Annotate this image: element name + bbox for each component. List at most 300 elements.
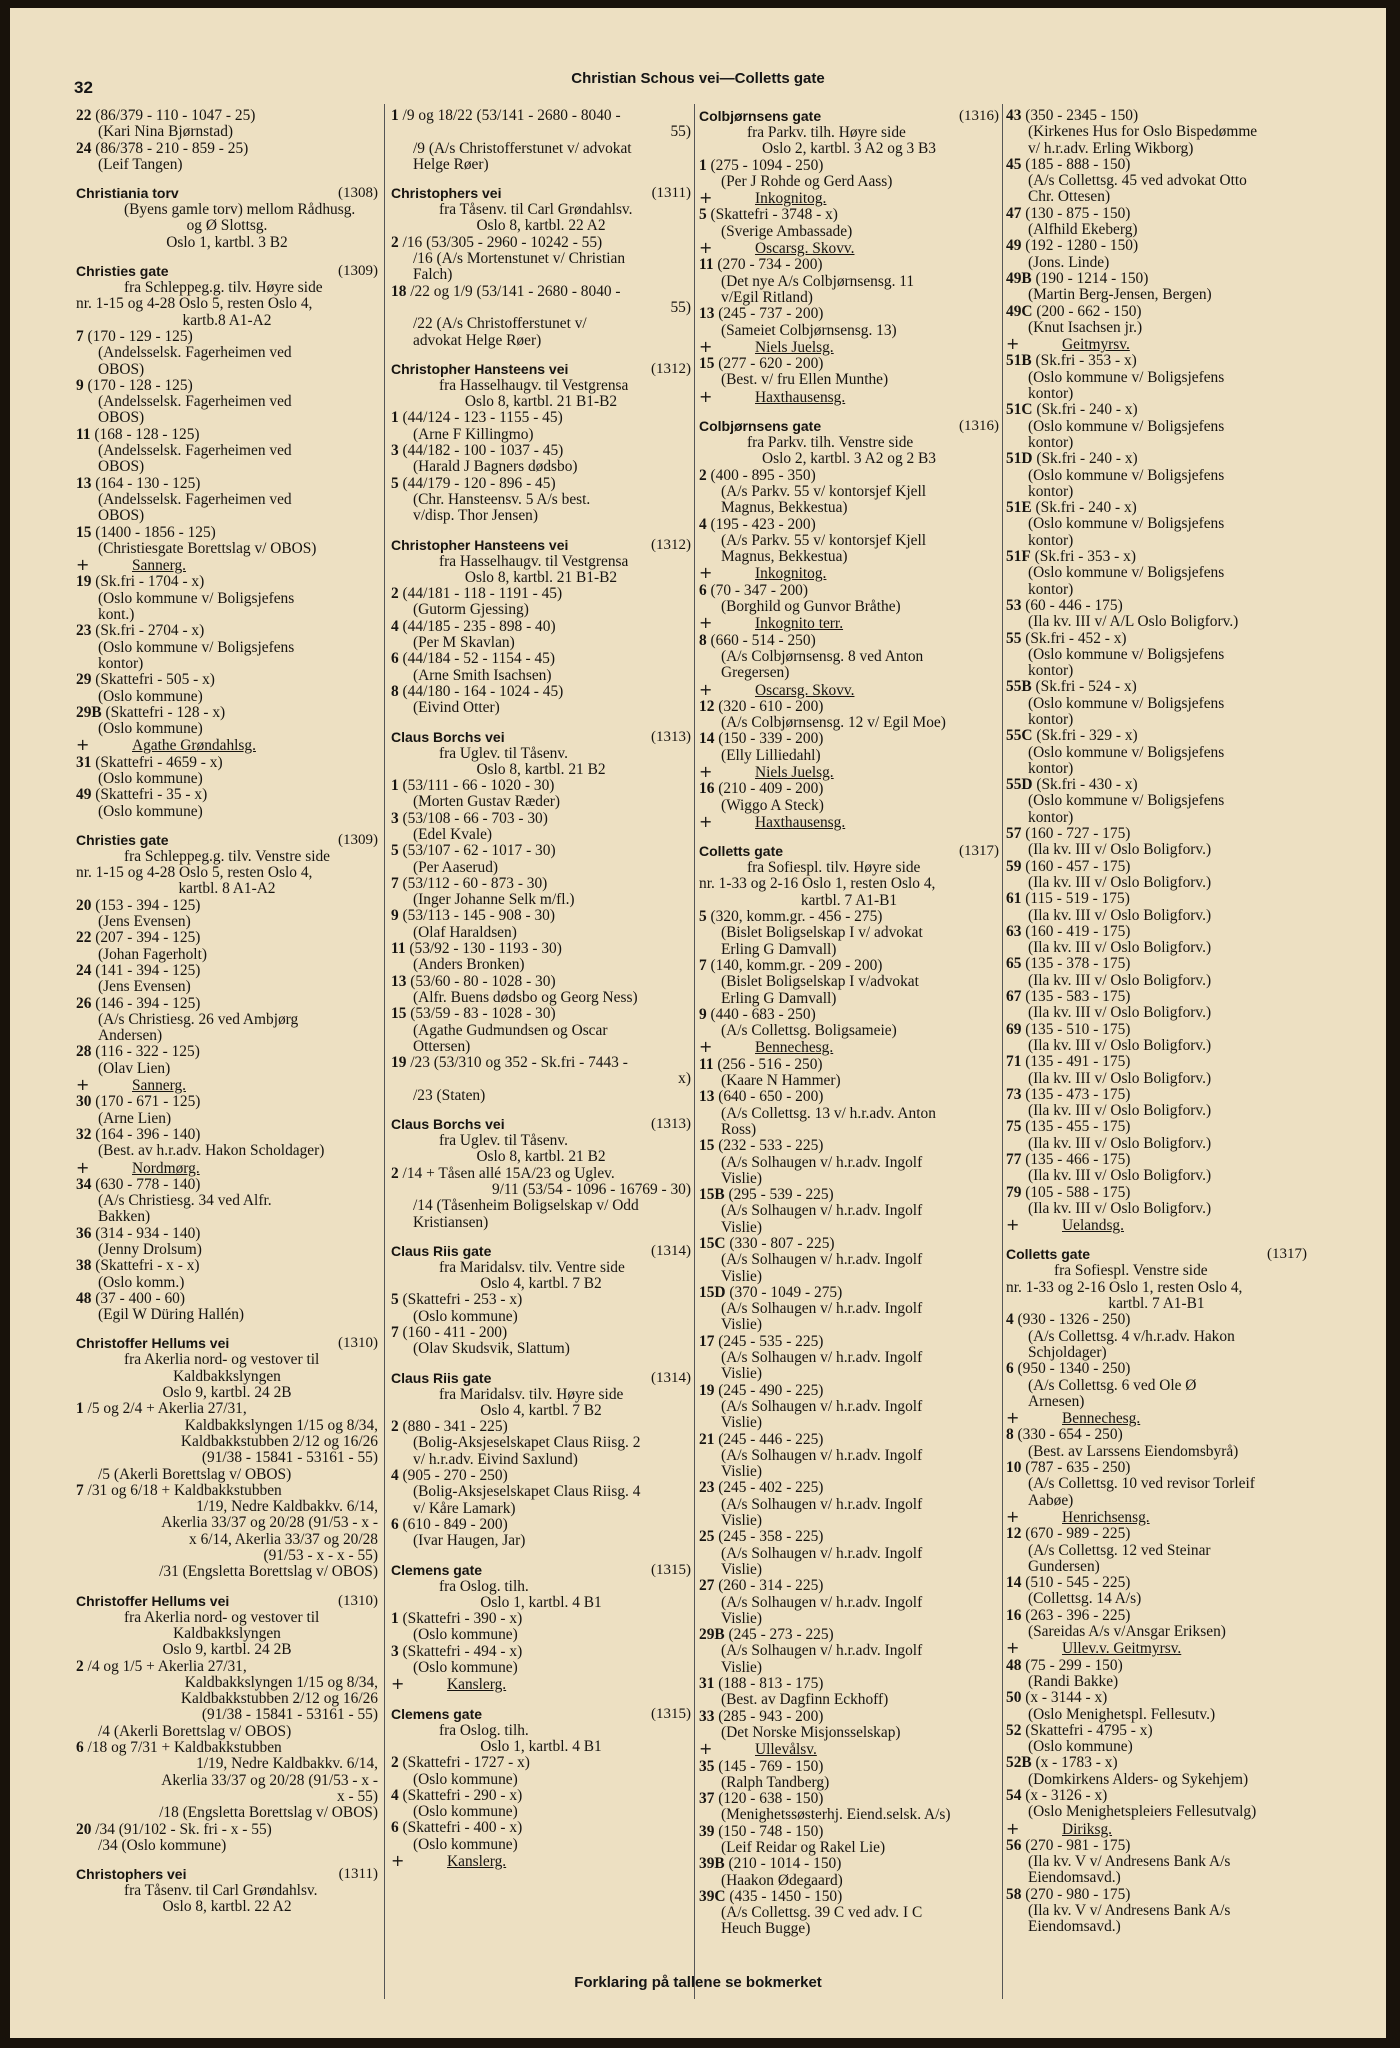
owner-line: (Olaf Haraldsen) xyxy=(413,923,517,941)
property-entry: 48 (75 - 299 - 150) xyxy=(1006,1656,1123,1674)
property-entry: 26 (146 - 394 - 125) xyxy=(76,994,201,1012)
property-entry: 5 (53/107 - 62 - 1017 - 30) xyxy=(391,842,556,860)
owner-line: (Kirkenes Hus for Oslo Bispedømme xyxy=(1028,123,1258,141)
property-entry: 21 (245 - 446 - 225) xyxy=(699,1430,824,1448)
owner-line: Eiendomsavd.) xyxy=(1028,1869,1121,1887)
street-number: (1315) xyxy=(651,1561,691,1578)
owner-line: Vislie) xyxy=(721,1316,762,1334)
house-number: 23 xyxy=(76,622,92,640)
owner-line: Vislie) xyxy=(721,1560,762,1578)
section-gap xyxy=(391,525,691,537)
owner-line: (Ila kv. III v/ Oslo Boligforv.) xyxy=(1028,841,1212,859)
house-number: 8 xyxy=(1006,1426,1014,1444)
property-entry: 12 (670 - 989 - 225) xyxy=(1006,1525,1131,1543)
street-name: Christies gate xyxy=(76,831,169,848)
house-number: 7 xyxy=(76,1481,84,1499)
owner-line: /4 (Akerli Borettslag v/ OBOS) xyxy=(98,1722,292,1740)
street-name: Claus Borchs vei xyxy=(391,728,505,745)
crossing-street: Haxthausensg. xyxy=(755,813,846,831)
property-entry: 29B (Skattefri - 128 - x) xyxy=(76,703,226,721)
property-entry: 11 (270 - 734 - 200) xyxy=(699,256,823,274)
street-info xyxy=(1006,1640,1307,1657)
crossing-street: Inkognito terr. xyxy=(755,615,844,633)
house-number: 4 xyxy=(1006,1311,1014,1329)
crossing-street: Ullev.v. Geitmyrsv. xyxy=(1062,1640,1182,1658)
crossing-street: Inkognitog. xyxy=(755,565,827,583)
owner-line: (Gutorm Gjessing) xyxy=(413,601,529,619)
house-number: 52 xyxy=(1006,1721,1022,1739)
street-info: fra Schleppeg.g. tilv. Venstre side xyxy=(124,847,331,865)
property-entry: 1 (275 - 1094 - 250) xyxy=(699,156,824,174)
section-gap xyxy=(76,1581,378,1593)
street-info: kartbl. 7 A1-B1 xyxy=(1108,1295,1205,1313)
street-info: Oslo 9, kartbl. 24 2B xyxy=(162,1384,292,1402)
owner-line: (Oslo kommune) xyxy=(98,802,203,820)
property-entry: 9 (440 - 683 - 250) xyxy=(699,1005,816,1023)
owner-line: (Jens Evensen) xyxy=(98,978,191,996)
house-number: 2 xyxy=(391,1164,399,1182)
house-number: 3 xyxy=(391,809,399,827)
crossing-street: Oscarsg. Skovv. xyxy=(755,681,855,699)
house-number: 49 xyxy=(76,786,92,804)
street-info: Oslo 2, kartbl. 3 A2 og 2 B3 xyxy=(761,450,936,468)
owner-line: (A/s Solhaugen v/ h.r.adv. Ingolf xyxy=(721,1642,923,1660)
house-number: 19 xyxy=(391,1054,407,1072)
street-info: fra Maridalsv. tilv. Høyre side xyxy=(439,1385,624,1403)
house-number: 1 xyxy=(699,156,707,174)
street-info xyxy=(699,565,999,582)
street-name: Claus Riis gate xyxy=(391,1369,492,1386)
street-info: Oslo 1, kartbl. 3 B2 xyxy=(166,233,288,251)
crossing-marker: + xyxy=(699,563,713,583)
owner-line: (Best. av Dagfinn Eckhoff) xyxy=(721,1691,889,1709)
crossing-street: Sannerg. xyxy=(132,1077,187,1095)
property-entry: 31 (188 - 813 - 175) xyxy=(699,1675,824,1693)
owner-line: (A/s Parkv. 55 v/ kontorsjef Kjell xyxy=(721,531,927,549)
house-number: 1 xyxy=(391,1610,399,1628)
street-heading xyxy=(76,832,378,849)
entry-continuation: /18 (Engsletta Borettslag v/ OBOS) xyxy=(159,1804,378,1822)
property-entry: 2 /16 (53/305 - 2960 - 10242 - 55) xyxy=(391,233,603,251)
property-entry: 2 /14 + Tåsen allé 15A/23 og Uglev. xyxy=(391,1164,615,1182)
property-entry: 13 (53/60 - 80 - 1028 - 30) xyxy=(391,972,556,990)
crossing-marker: + xyxy=(76,1075,90,1095)
property-entry: 52 (Skattefri - 4795 - x) xyxy=(1006,1721,1153,1739)
property-entry: 6 (950 - 1340 - 250) xyxy=(1006,1360,1131,1378)
section-gap xyxy=(391,173,691,185)
property-entry: 2 (880 - 341 - 225) xyxy=(391,1418,508,1436)
street-info: Oslo 8, kartbl. 21 B1-B2 xyxy=(464,568,618,586)
owner-line: (Oslo kommune v/ Boligsjefens xyxy=(1028,792,1225,810)
owner-line: (Collettsg. 14 A/s) xyxy=(1028,1590,1142,1608)
owner-line: (Kaare N Hammer) xyxy=(721,1072,841,1090)
street-info xyxy=(699,336,999,356)
house-number: 24 xyxy=(76,139,92,157)
property-entry: 15B (295 - 539 - 225) xyxy=(699,1186,834,1204)
running-head: Christian Schous vei—Colletts gate xyxy=(571,70,825,87)
house-number: 47 xyxy=(1006,204,1022,222)
owner-line: (Arne Lien) xyxy=(98,1109,172,1127)
street-number: (1312) xyxy=(651,360,691,377)
property-entry: 55B (Sk.fri - 524 - x) xyxy=(1006,678,1137,696)
street-info: fra Tåsenv. til Carl Grøndahlsv. xyxy=(439,201,633,219)
column-divider xyxy=(694,104,695,1999)
house-number: 9 xyxy=(391,907,399,925)
property-entry: 11 (53/92 - 130 - 1193 - 30) xyxy=(391,940,562,958)
property-entry: 34 (630 - 778 - 140) xyxy=(76,1175,201,1193)
property-entry: 7 (140, komm.gr. - 209 - 200) xyxy=(699,956,883,974)
street-heading xyxy=(391,1706,691,1723)
property-entry: 5 (320, komm.gr. - 456 - 275) xyxy=(699,908,883,926)
entry-continuation: Kaldbakkslyngen 1/15 og 8/34, xyxy=(184,1673,378,1691)
owner-line: (Oslo kommune v/ Boligsjefens xyxy=(1028,694,1225,712)
street-info xyxy=(699,615,999,632)
column-3 xyxy=(699,108,999,1938)
property-entry: 22 (86/379 - 110 - 1047 - 25) xyxy=(76,107,256,124)
street-info: fra Sofiespl. Venstre side xyxy=(1054,1262,1208,1280)
crossing-marker: + xyxy=(1006,1818,1020,1838)
property-entry: nr. 1-15 og 4-28 Oslo 5, resten Oslo 4, xyxy=(76,295,313,313)
property-entry: 22 (207 - 394 - 125) xyxy=(76,929,201,947)
house-number: 4 xyxy=(699,515,707,533)
house-number: 5 xyxy=(699,908,707,926)
street-info: fra Akerlia nord- og vestover til xyxy=(124,1351,320,1369)
owner-line: (Edel Kvale) xyxy=(413,825,493,843)
street-info xyxy=(699,811,999,831)
street-info: fra Akerlia nord- og vestover til xyxy=(124,1608,320,1626)
crossing-marker: + xyxy=(699,613,713,633)
property-entry: 19 /23 (53/310 og 352 - Sk.fri - 7443 - xyxy=(391,1054,628,1072)
house-number: 55C xyxy=(1006,727,1033,745)
owner-line: (Martin Berg-Jensen, Bergen) xyxy=(1028,286,1212,304)
owner-line: (Andelsselsk. Fagerheimen ved xyxy=(98,344,292,362)
house-number: 11 xyxy=(699,1055,714,1073)
street-info: fra Schleppeg.g. tilv. Høyre side xyxy=(124,279,323,297)
street-number: (1314) xyxy=(651,1242,691,1259)
owner-line: (Ila kv. III v/ Oslo Boligforv.) xyxy=(1028,1102,1212,1120)
property-entry: 43 (350 - 2345 - 150) xyxy=(1006,107,1139,124)
street-heading xyxy=(391,729,691,746)
house-number: 75 xyxy=(1006,1118,1022,1136)
owner-line: (Oslo kommune) xyxy=(413,1626,518,1644)
house-number: 19 xyxy=(699,1381,715,1399)
house-number: 34 xyxy=(76,1175,92,1193)
property-entry: nr. 1-33 og 2-16 Oslo 1, resten Oslo 4, xyxy=(699,875,936,893)
owner-line: (Andelsselsk. Fagerheimen ved xyxy=(98,490,292,508)
owner-line: /9 (A/s Christofferstunet v/ advokat xyxy=(413,139,632,157)
property-entry: 15 (232 - 533 - 225) xyxy=(699,1137,824,1155)
street-heading xyxy=(76,1335,378,1352)
property-entry: 50 (x - 3144 - x) xyxy=(1006,1689,1108,1707)
owner-line: (A/s Collettsg. Boligsameie) xyxy=(721,1022,897,1040)
owner-line: kont.) xyxy=(98,606,135,624)
house-number: 2 xyxy=(76,1657,84,1675)
owner-line: (Det Norske Misjonsselskap) xyxy=(721,1723,901,1741)
house-number: 65 xyxy=(1006,955,1022,973)
owner-line: (A/s Collettsg. 12 ved Steinar xyxy=(1028,1541,1211,1559)
property-entry: 3 (Skattefri - 494 - x) xyxy=(391,1642,523,1660)
owner-line: Vislie) xyxy=(721,1463,762,1481)
section-gap xyxy=(391,1231,691,1243)
owner-line: (Oslo kommune v/ Boligsjefens xyxy=(1028,564,1225,582)
owner-line: (Sverige Ambassade) xyxy=(721,222,853,240)
house-number: 51F xyxy=(1006,548,1031,566)
house-number: 2 xyxy=(391,1418,399,1436)
property-entry: 19 (Sk.fri - 1704 - x) xyxy=(76,573,205,591)
property-entry: 63 (160 - 419 - 175) xyxy=(1006,922,1131,940)
owner-line: v/ Kåre Lamark) xyxy=(413,1499,516,1517)
street-info: (Byens gamle torv) mellom Rådhusg. xyxy=(124,201,356,219)
property-entry: 1 (53/111 - 66 - 1020 - 30) xyxy=(391,777,555,795)
property-entry: 37 (120 - 638 - 150) xyxy=(699,1790,824,1808)
owner-line: (Ila kv. III v/ Oslo Boligforv.) xyxy=(1028,1134,1212,1152)
property-entry: 71 (135 - 491 - 175) xyxy=(1006,1053,1131,1071)
owner-line: (Christiesgate Borettslag v/ OBOS) xyxy=(98,539,317,557)
property-entry: 8 (44/180 - 164 - 1024 - 45) xyxy=(391,682,564,700)
house-number: 71 xyxy=(1006,1053,1022,1071)
owner-line: (Oslo kommune v/ Boligsjefens xyxy=(98,638,295,656)
house-number: 39B xyxy=(699,1855,725,1873)
property-entry: 2 (44/181 - 118 - 1191 - 45) xyxy=(391,585,563,603)
crossing-marker: + xyxy=(699,386,713,406)
house-number: 48 xyxy=(76,1289,92,1307)
section-gap xyxy=(76,251,378,263)
street-name: Christopher Hansteens vei xyxy=(391,360,569,377)
property-entry: 7 (170 - 129 - 125) xyxy=(76,327,193,345)
owner-line: (Elly Lilliedahl) xyxy=(721,746,821,764)
owner-line: (Oslo Menighetspl. Fellesutv.) xyxy=(1028,1705,1216,1723)
property-entry: 67 (135 - 583 - 175) xyxy=(1006,988,1131,1006)
house-number: 2 xyxy=(391,585,399,603)
owner-line: Vislie) xyxy=(721,1609,762,1627)
owner-line: (Olav Lien) xyxy=(98,1059,171,1077)
house-number: 79 xyxy=(1006,1183,1022,1201)
property-entry: 36 (314 - 934 - 140) xyxy=(76,1224,201,1242)
house-number: 13 xyxy=(699,305,715,323)
property-entry: 3 (53/108 - 66 - 703 - 30) xyxy=(391,809,548,827)
section-gap xyxy=(76,1854,378,1866)
crossing-marker: + xyxy=(1006,1215,1020,1235)
owner-line: (Olav Skudsvik, Slattum) xyxy=(413,1340,570,1358)
section-gap xyxy=(391,717,691,729)
house-number: 5 xyxy=(391,842,399,860)
house-number: 11 xyxy=(76,425,91,443)
house-number: 7 xyxy=(76,327,84,345)
house-number: 51B xyxy=(1006,352,1032,370)
property-entry: 7 (53/112 - 60 - 873 - 30) xyxy=(391,874,548,892)
street-info xyxy=(699,1741,999,1758)
street-name: Claus Borchs vei xyxy=(391,1116,505,1133)
property-entry: 51F (Sk.fri - 353 - x) xyxy=(1006,548,1136,566)
owner-line: (Oslo kommune v/ Boligsjefens xyxy=(1028,645,1225,663)
owner-line: (Oslo kommune) xyxy=(413,1835,518,1853)
house-number: 69 xyxy=(1006,1020,1022,1038)
owner-line: (Best. v/ fru Ellen Munthe) xyxy=(721,371,889,389)
house-number: 4 xyxy=(391,1467,399,1485)
owner-line: (Ila kv. III v/ A/L Oslo Boligforv.) xyxy=(1028,613,1239,631)
house-number: 5 xyxy=(391,1291,399,1309)
house-number: 15 xyxy=(699,1137,715,1155)
owner-line: (Ila kv. III v/ Oslo Boligforv.) xyxy=(1028,971,1212,989)
owner-line: (Bislet Boligselskap I v/advokat xyxy=(721,973,919,991)
property-entry: 13 (640 - 650 - 200) xyxy=(699,1088,824,1106)
house-number: 26 xyxy=(76,994,92,1012)
owner-line: Eiendomsavd.) xyxy=(1028,1918,1121,1936)
entry-continuation: 1/19, Nedre Kaldbakkv. 6/14, xyxy=(196,1755,378,1773)
street-info: fra Uglev. til Tåsenv. xyxy=(439,744,568,762)
street-info xyxy=(1006,1410,1307,1427)
crossing-street: Nordmørg. xyxy=(132,1159,200,1177)
street-name: Christoffer Hellums vei xyxy=(76,1592,230,1609)
house-number: 2 xyxy=(699,466,707,484)
owner-line: (A/s Solhaugen v/ h.r.adv. Ingolf xyxy=(721,1251,923,1269)
crossing-marker: + xyxy=(1006,1408,1020,1428)
street-number: (1311) xyxy=(338,1866,378,1883)
entry-continuation: 9/11 (53/54 - 1096 - 16769 - 30) xyxy=(491,1180,691,1198)
entry-continuation: /31 (Engsletta Borettslag v/ OBOS) xyxy=(159,1563,378,1581)
owner-line: OBOS) xyxy=(98,360,145,378)
owner-line: (Ila kv. III v/ Oslo Boligforv.) xyxy=(1028,1167,1212,1185)
property-entry: 48 (37 - 400 - 60) xyxy=(76,1289,185,1307)
property-entry: 15 (277 - 620 - 200) xyxy=(699,355,824,373)
house-number: 27 xyxy=(699,1577,715,1595)
crossing-street: Sannerg. xyxy=(132,557,187,575)
owner-line: Vislie) xyxy=(721,1365,762,1383)
property-entry: 15C (330 - 807 - 225) xyxy=(699,1235,835,1252)
street-info xyxy=(76,557,378,574)
house-number: 6 xyxy=(391,1515,399,1533)
owner-line: (Oslo kommune) xyxy=(413,1307,518,1325)
street-info: fra Hasselhaugv. til Vestgrensa xyxy=(439,376,629,394)
property-entry: 15D (370 - 1049 - 275) xyxy=(699,1283,843,1301)
property-entry: 4 (930 - 1326 - 250) xyxy=(1006,1311,1131,1329)
street-number: (1316) xyxy=(959,108,999,124)
street-info xyxy=(391,1853,691,1870)
owner-line: (Per M Skavlan) xyxy=(413,634,515,652)
house-number: 77 xyxy=(1006,1151,1022,1168)
street-number: (1316) xyxy=(959,418,999,435)
house-number: 1 xyxy=(76,1400,84,1418)
owner-line: (Oslo kommune) xyxy=(1028,1738,1133,1756)
owner-line: (Ila kv. III v/ Oslo Boligforv.) xyxy=(1028,1004,1212,1022)
street-info xyxy=(1006,1217,1307,1234)
house-number: 9 xyxy=(76,376,84,394)
owner-line: (Ila kv. III v/ Oslo Boligforv.) xyxy=(1028,873,1212,891)
owner-line: (Arne F Killingmo) xyxy=(413,425,534,443)
owner-line: (Oslo kommune v/ Boligsjefens xyxy=(1028,417,1225,435)
property-entry: 57 (160 - 727 - 175) xyxy=(1006,825,1131,843)
street-heading xyxy=(699,843,999,860)
footer-note: Forklaring på tallene se bokmerket xyxy=(574,1974,822,1991)
entry-continuation: Akerlia 33/37 og 20/28 (91/53 - x - xyxy=(161,1514,378,1532)
street-info: Kaldbakkslyngen xyxy=(173,1624,281,1642)
house-number: 49C xyxy=(1006,302,1033,320)
property-entry: 17 (245 - 535 - 225) xyxy=(699,1332,824,1350)
house-number: 6 xyxy=(391,650,399,668)
section-gap xyxy=(699,831,999,843)
owner-line: (A/s Solhaugen v/ h.r.adv. Ingolf xyxy=(721,1202,923,1220)
owner-line: kontor) xyxy=(1028,710,1074,728)
page-number: 32 xyxy=(74,78,93,97)
owner-line: (Bislet Boligselskap I v/ advokat xyxy=(721,924,923,942)
house-number: 7 xyxy=(699,956,707,974)
property-entry: 49 (192 - 1280 - 150) xyxy=(1006,237,1139,255)
owner-line: Schjoldager) xyxy=(1028,1343,1107,1361)
house-number: 59 xyxy=(1006,857,1022,875)
house-number: 54 xyxy=(1006,1786,1022,1804)
owner-line: (Det nye A/s Colbjørnsensg. 11 xyxy=(721,272,915,290)
street-number: (1308) xyxy=(338,185,378,202)
property-entry: 49B (190 - 1214 - 150) xyxy=(1006,269,1149,287)
crossing-marker: + xyxy=(699,1037,713,1057)
property-entry: 79 (105 - 588 - 175) xyxy=(1006,1183,1131,1201)
owner-line: Vislie) xyxy=(721,1512,762,1530)
house-number: 13 xyxy=(699,1088,715,1106)
property-entry: 77 (135 - 466 - 175) xyxy=(1006,1151,1131,1168)
street-heading xyxy=(391,185,691,202)
street-number: (1311) xyxy=(651,185,691,202)
owner-line: (Oslo kommune v/ Boligsjefens xyxy=(1028,743,1225,761)
owner-line: (A/s Collettsg. 39 C ved adv. I C xyxy=(721,1904,923,1922)
owner-line: kontor) xyxy=(1028,759,1074,777)
house-number: 8 xyxy=(391,682,399,700)
street-name: Clemens gate xyxy=(391,1705,483,1722)
crossing-street: Bennechesg. xyxy=(755,1039,834,1057)
property-entry: 7 /31 og 6/18 + Kaldbakkstubben xyxy=(76,1481,282,1499)
house-number: 7 xyxy=(391,874,399,892)
crossing-marker: + xyxy=(1006,1638,1020,1658)
entry-continuation: (91/38 - 15841 - 53161 - 55) xyxy=(201,1706,378,1724)
property-entry: 11 (168 - 128 - 125) xyxy=(76,425,200,443)
owner-line: Andersen) xyxy=(98,1027,163,1045)
owner-line: advokat Helge Røer) xyxy=(413,331,542,349)
property-entry: 14 (510 - 545 - 225) xyxy=(1006,1574,1131,1592)
owner-line: kontor) xyxy=(1028,808,1074,826)
owner-line: (Bolig-Aksjeselskapet Claus Riisg. 4 xyxy=(413,1483,641,1501)
crossing-street: Uelandsg. xyxy=(1062,1217,1124,1235)
owner-line: Falch) xyxy=(413,266,453,284)
owner-line: (A/s Collettsg. 45 ved advokat Otto xyxy=(1028,172,1247,190)
owner-line: (Per J Rohde og Gerd Aass) xyxy=(721,172,893,190)
owner-line: /22 (A/s Christofferstunet v/ xyxy=(413,315,587,333)
owner-line: (A/s Solhaugen v/ h.r.adv. Ingolf xyxy=(721,1349,923,1367)
house-number: 14 xyxy=(1006,1574,1022,1592)
property-entry: 7 (160 - 411 - 200) xyxy=(391,1324,508,1341)
crossing-street: Niels Juelsg. xyxy=(755,763,834,781)
street-info: Oslo 4, kartbl. 7 B2 xyxy=(480,1275,602,1293)
owner-line: (Oslo kommune v/ Boligsjefens xyxy=(98,589,295,607)
entry-continuation: x) xyxy=(678,1070,691,1088)
house-number: 32 xyxy=(76,1125,92,1143)
property-entry: 6 (Skattefri - 400 - x) xyxy=(391,1819,523,1837)
house-number: 73 xyxy=(1006,1085,1022,1103)
owner-line: Aabøe) xyxy=(1028,1491,1074,1509)
entry-continuation: 55) xyxy=(670,298,691,316)
entry-continuation: 55) xyxy=(670,123,691,141)
street-info xyxy=(1006,1506,1307,1526)
entry-continuation: 1/19, Nedre Kaldbakkv. 6/14, xyxy=(196,1498,378,1516)
house-number: 15C xyxy=(699,1235,726,1252)
street-info: fra Hasselhaugv. til Vestgrensa xyxy=(439,552,629,570)
owner-line: (Ila kv. III v/ Oslo Boligforv.) xyxy=(1028,939,1212,957)
property-entry: 51E (Sk.fri - 240 - x) xyxy=(1006,499,1137,517)
owner-line: (Egil W Düring Hallén) xyxy=(98,1306,245,1324)
owner-line: (Randi Bakke) xyxy=(1028,1672,1119,1690)
property-entry: 31 (Skattefri - 4659 - x) xyxy=(76,753,223,771)
section-gap xyxy=(391,349,691,361)
crossing-marker: + xyxy=(76,555,90,575)
owner-line: (A/s Collettsg. 10 ved revisor Torleif xyxy=(1028,1475,1255,1493)
